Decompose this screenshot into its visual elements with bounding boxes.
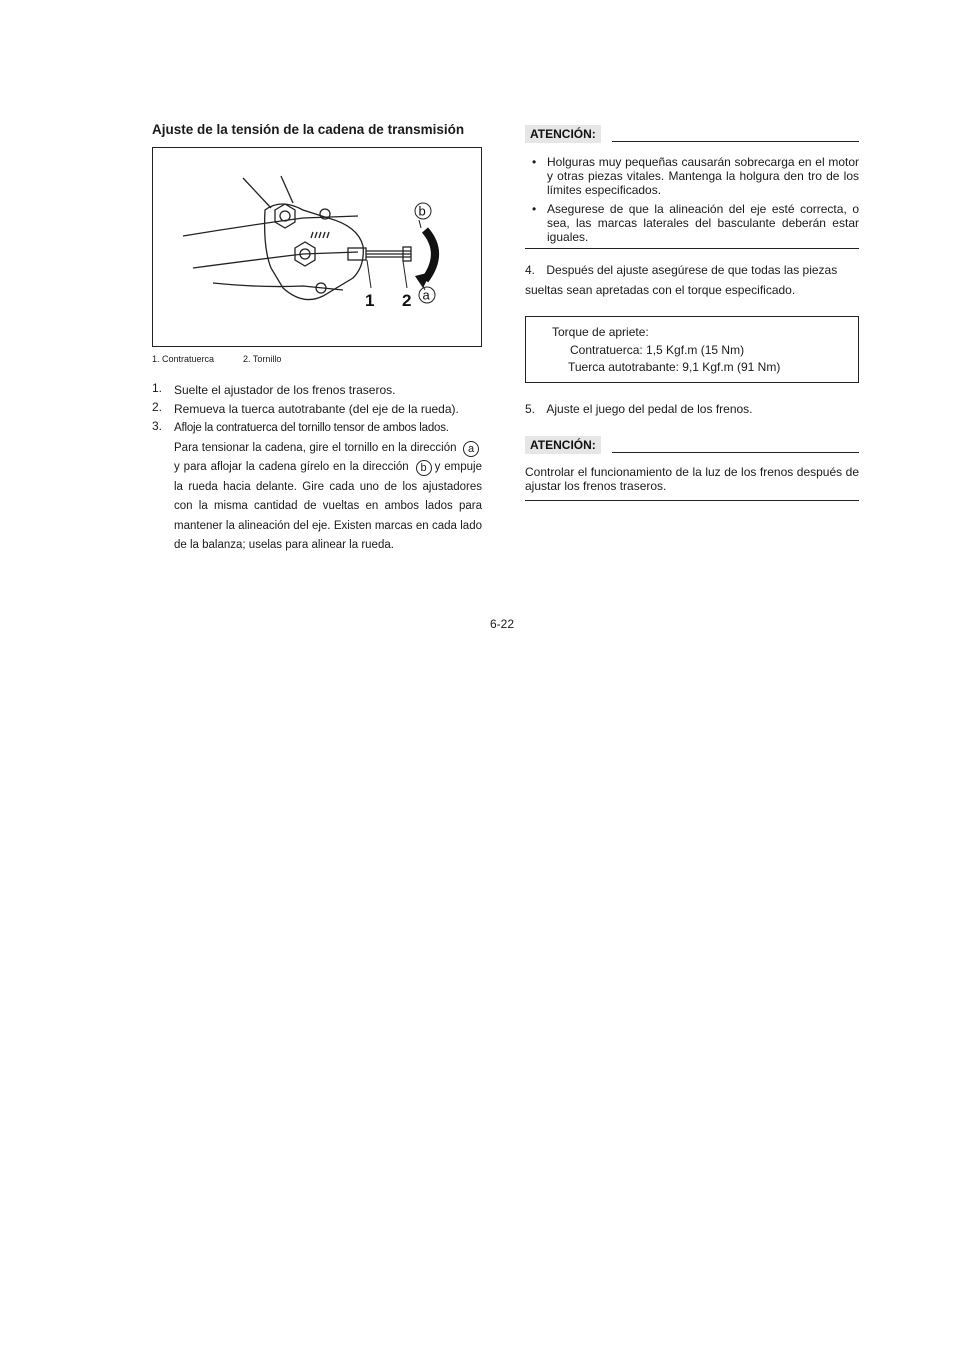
page-number: 6-22 (490, 617, 515, 631)
step-2-text: Remueva la tuerca autotrabante (del eje de la rueda). (174, 402, 459, 416)
step-4-text-a: Después del ajuste asegúrese de que todas las piezas (546, 263, 838, 277)
torque-spec-box (525, 316, 859, 383)
direction-b-marker: b (416, 460, 432, 476)
step-5-number: 5. (525, 402, 536, 416)
direction-a-marker: a (463, 441, 479, 457)
step-5-line (525, 400, 753, 419)
chain-adjuster-illustration (152, 147, 482, 347)
warning-tag: ATENCIÓN: (525, 125, 601, 143)
section-title: Ajuste de la tensión de la cadena de transmisión (152, 122, 465, 137)
step-3-body (174, 439, 482, 556)
warning-tag: ATENCIÓN: (525, 436, 601, 454)
step-1-text: Suelte el ajustador de los frenos traseros. (174, 383, 396, 397)
torque-contratuerca: Contratuerca: 1,5 Kgf.m (15 Nm) (570, 343, 745, 357)
warning-header-rule (612, 141, 859, 142)
warning-bullet-2: Asegurese de que la alineación del eje esté correcta, o sea, las marcas laterales del basculante deberán estar iguales. (547, 202, 859, 244)
warning-footer-rule (525, 500, 859, 501)
warning-bullet-1: Holguras muy pequeñas causarán sobrecarga en el motor y otras piezas vitales. Mantenga la holgura den tro de los límites especificados. (547, 155, 859, 197)
step-4-line-1 (525, 261, 837, 280)
step-3-text (174, 419, 482, 556)
warning-footer-rule (525, 248, 859, 249)
illustration-drawing (153, 148, 483, 348)
step-3-number: 3. (152, 419, 163, 433)
callout-2: 2 (402, 291, 412, 310)
step-3-line-2: Para tensionar la cadena, gire el tornillo en la dirección (174, 441, 457, 454)
callout-1: 1 (365, 291, 375, 310)
warning-header-rule (612, 452, 859, 453)
callout-a: a (422, 287, 430, 303)
callout-b: b (418, 203, 426, 219)
step-5-text: Ajuste el juego del pedal de los frenos. (546, 402, 753, 416)
caption-tornillo: 2. Tornillo (243, 354, 282, 364)
step-4-number: 4. (525, 263, 536, 277)
caption-contratuerca: 1. Contratuerca (152, 354, 215, 364)
step-3-line-4: y empuje la rueda hacia delante. Gire cada uno de los ajustadores con la misma cantidad de vueltas en ambos lados para mantener la alineación del eje. Existen marcas en cada lado de la balanza; uselas para alinear la rueda. (174, 461, 482, 551)
step-4-text-b: sueltas sean apretadas con el torque especificado. (525, 283, 796, 297)
step-2-number: 2. (152, 400, 163, 414)
warning-2-text: Controlar el funcionamiento de la luz de los frenos después de ajustar los frenos traseros. (525, 465, 859, 493)
step-3-line-3: y para aflojar la cadena gírelo en la dirección (174, 461, 409, 473)
step-3-line-1: Afloje la contratuerca del tornillo tensor de ambos lados. (174, 422, 449, 434)
bullet-dot: • (532, 155, 537, 169)
torque-tuerca-autotrabante: Tuerca autotrabante: 9,1 Kgf.m (91 Nm) (568, 360, 781, 374)
step-1-number: 1. (152, 381, 163, 395)
torque-title: Torque de apriete: (552, 325, 649, 339)
bullet-dot: • (532, 202, 537, 216)
